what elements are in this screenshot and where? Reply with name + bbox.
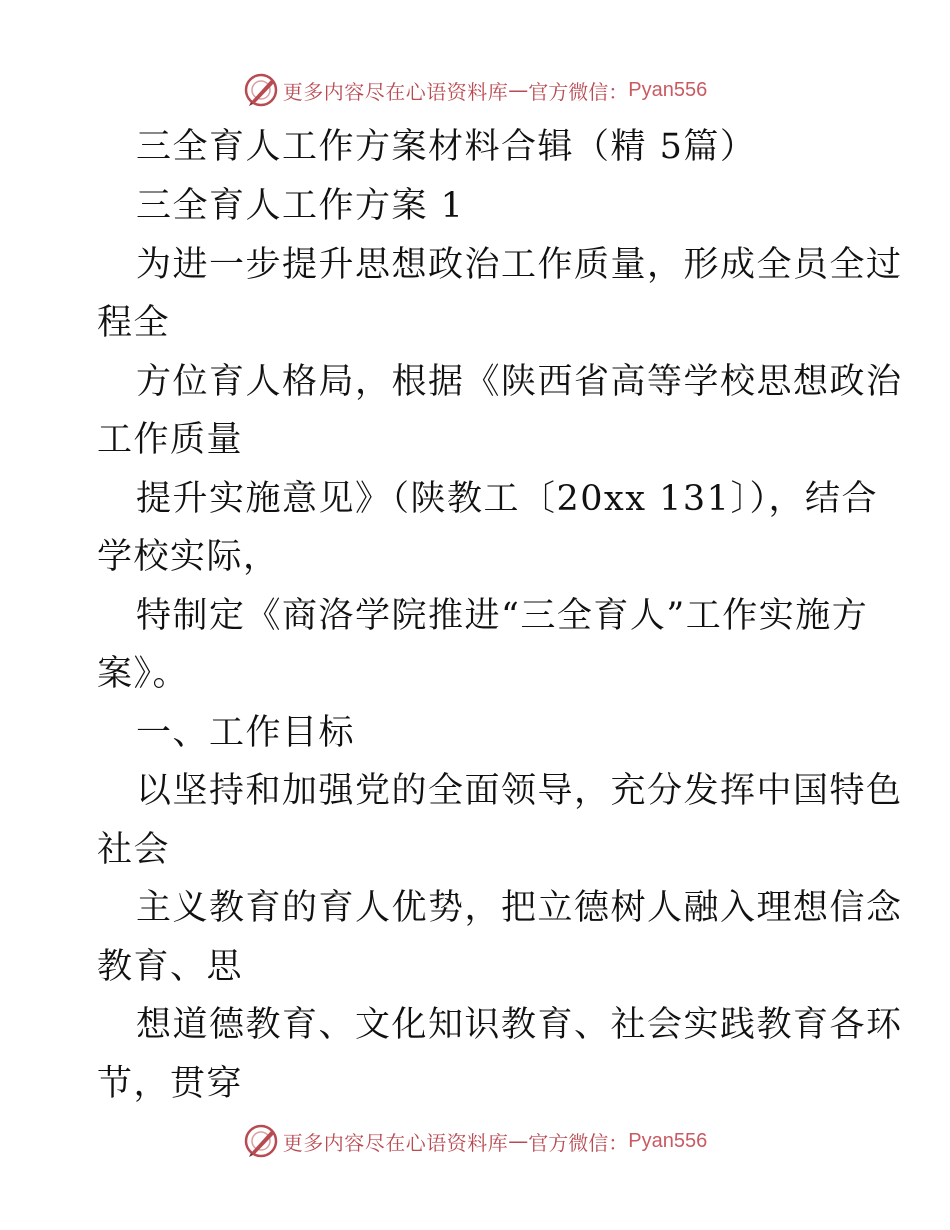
paragraph-line: 工作质量	[97, 420, 244, 460]
document-title: 三全育人工作方案材料合辑（精 5篇）	[136, 127, 757, 167]
paragraph-line: 提升实施意见》（陕教工〔20xx 131〕），结合	[136, 479, 878, 519]
paragraph-line: 节，贯穿	[97, 1064, 244, 1104]
watermark-text: 更多内容尽在心语资料库	[282, 1130, 509, 1155]
paragraph-line: 以坚持和加强党的全面领导，充分发挥中国特色	[136, 771, 903, 811]
paragraph-line: 为进一步提升思想政治工作质量，形成全员全过	[136, 245, 903, 285]
footer-watermark	[0, 1121, 950, 1161]
watermark-dash: —	[508, 78, 529, 102]
paragraph-line: 方位育人格局，根据《陕西省高等学校思想政治	[136, 362, 903, 402]
watermark-text: 更多内容尽在心语资料库	[282, 79, 509, 104]
watermark-wechat-id: Pyan556	[628, 78, 708, 101]
watermark-wechat-id: Pyan556	[628, 1129, 708, 1152]
paragraph-line: 社会	[97, 830, 171, 870]
watermark-dash: —	[508, 1129, 529, 1153]
paragraph-line: 程全	[97, 303, 171, 343]
paragraph-line: 学校实际，	[97, 537, 280, 577]
paragraph-line: 想道德教育、文化知识教育、社会实践教育各环	[136, 1005, 903, 1045]
paragraph-line: 教育、思	[97, 947, 244, 987]
pen-logo-icon	[243, 72, 279, 108]
section-heading: 三全育人工作方案 1	[136, 186, 465, 226]
header-watermark	[0, 70, 950, 110]
subsection-heading: 一、工作目标	[136, 713, 356, 753]
paragraph-line: 特制定《商洛学院推进“三全育人”工作实施方	[136, 596, 869, 636]
watermark-wechat-label: 官方微信：	[528, 1130, 629, 1155]
paragraph-line: 主义教育的育人优势，把立德树人融入理想信念	[136, 888, 903, 928]
watermark-wechat-label: 官方微信：	[528, 79, 629, 104]
paragraph-line: 案》。	[97, 654, 190, 694]
pen-logo-icon	[243, 1123, 279, 1159]
